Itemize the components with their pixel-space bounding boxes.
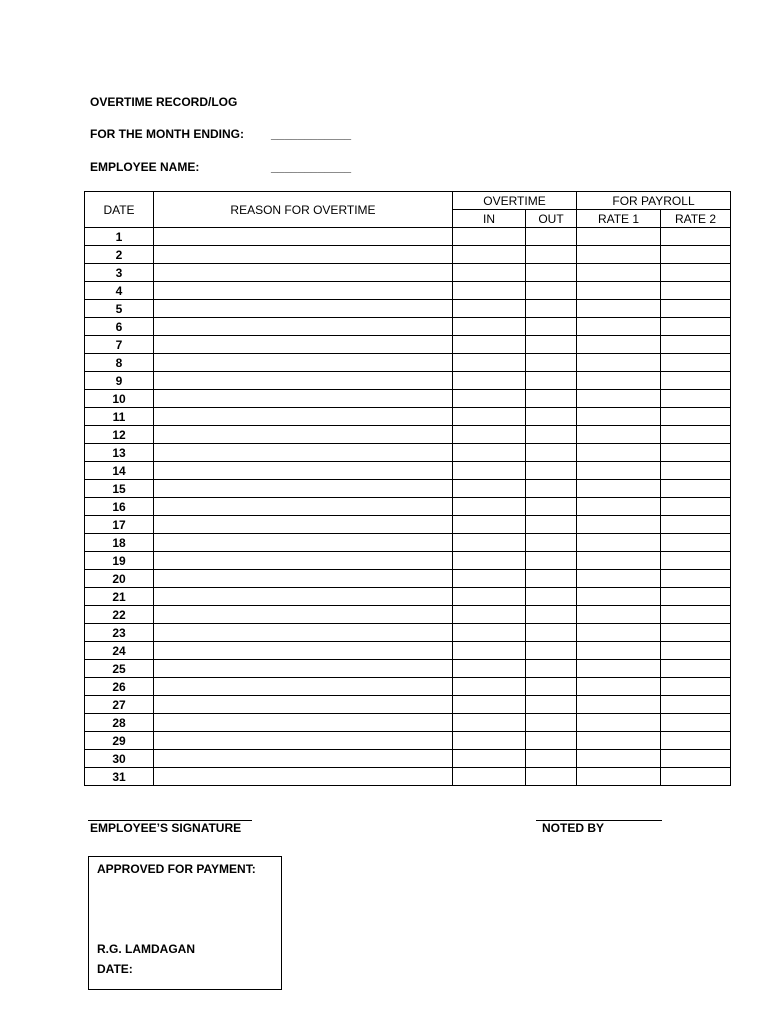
in-cell[interactable]: [453, 624, 526, 642]
table-row: [85, 588, 731, 606]
rate-2-cell[interactable]: [661, 246, 731, 264]
rate-2-cell[interactable]: [661, 732, 731, 750]
reason-cell[interactable]: [154, 588, 453, 606]
out-cell[interactable]: [526, 264, 577, 282]
table-row: [85, 372, 731, 390]
rate-2-cell[interactable]: [661, 534, 731, 552]
rate-1-cell[interactable]: [577, 390, 661, 408]
reason-cell[interactable]: [154, 534, 453, 552]
approver-name: R.G. LAMDAGAN: [97, 942, 195, 956]
out-cell[interactable]: [526, 498, 577, 516]
rate-2-cell[interactable]: [661, 750, 731, 768]
rate-2-cell[interactable]: [661, 354, 731, 372]
rate-2-cell[interactable]: [661, 426, 731, 444]
rate-2-cell[interactable]: [661, 714, 731, 732]
rate-1-cell[interactable]: [577, 318, 661, 336]
rate-2-cell[interactable]: [661, 480, 731, 498]
employee-signature-label: EMPLOYEE’S SIGNATURE: [90, 821, 242, 835]
in-cell[interactable]: [453, 606, 526, 624]
rate-1-cell[interactable]: [577, 660, 661, 678]
rate-1-cell[interactable]: [577, 570, 661, 588]
table-row: [85, 426, 731, 444]
in-cell[interactable]: [453, 390, 526, 408]
rate-1-cell[interactable]: [577, 642, 661, 660]
date-cell: 8: [85, 354, 154, 372]
in-cell[interactable]: [453, 498, 526, 516]
date-cell: 21: [85, 588, 154, 606]
in-cell[interactable]: [453, 696, 526, 714]
date-cell: 22: [85, 606, 154, 624]
in-cell[interactable]: [453, 552, 526, 570]
in-cell[interactable]: [453, 426, 526, 444]
rate-2-cell[interactable]: [661, 498, 731, 516]
date-cell: 28: [85, 714, 154, 732]
reason-cell[interactable]: [154, 336, 453, 354]
rate-1-cell[interactable]: [577, 300, 661, 318]
date-cell: 18: [85, 534, 154, 552]
reason-cell[interactable]: [154, 318, 453, 336]
form-title: OVERTIME RECORD/LOG: [90, 95, 238, 109]
approval-title: APPROVED FOR PAYMENT:: [97, 862, 256, 876]
date-cell: 16: [85, 498, 154, 516]
date-cell: 12: [85, 426, 154, 444]
table-row: [85, 336, 731, 354]
in-cell[interactable]: [453, 642, 526, 660]
rate-1-cell[interactable]: [577, 408, 661, 426]
date-cell: 20: [85, 570, 154, 588]
rate-1-cell[interactable]: [577, 606, 661, 624]
in-cell[interactable]: [453, 534, 526, 552]
table-row: [85, 408, 731, 426]
group-header-overtime: OVERTIME: [453, 192, 577, 210]
table-row: [85, 750, 731, 768]
out-cell[interactable]: [526, 318, 577, 336]
reason-cell[interactable]: [154, 696, 453, 714]
reason-cell[interactable]: [154, 354, 453, 372]
rate-2-cell[interactable]: [661, 768, 731, 786]
rate-2-cell[interactable]: [661, 390, 731, 408]
column-header-out: OUT: [526, 210, 577, 228]
rate-2-cell[interactable]: [661, 318, 731, 336]
month-ending-label: FOR THE MONTH ENDING:: [90, 127, 244, 141]
reason-cell[interactable]: [154, 606, 453, 624]
rate-2-cell[interactable]: [661, 696, 731, 714]
table-row: [85, 228, 731, 246]
rate-1-cell[interactable]: [577, 696, 661, 714]
table-row: [85, 678, 731, 696]
out-cell[interactable]: [526, 678, 577, 696]
employee-name-field[interactable]: ____________: [271, 160, 352, 174]
overtime-table: [84, 191, 731, 786]
out-cell[interactable]: [526, 372, 577, 390]
in-cell[interactable]: [453, 372, 526, 390]
date-cell: 13: [85, 444, 154, 462]
rate-1-cell[interactable]: [577, 552, 661, 570]
approval-date-label: DATE:: [97, 962, 133, 976]
rate-2-cell[interactable]: [661, 660, 731, 678]
rate-2-cell[interactable]: [661, 624, 731, 642]
in-cell[interactable]: [453, 282, 526, 300]
date-cell: 5: [85, 300, 154, 318]
out-cell[interactable]: [526, 696, 577, 714]
month-ending-field[interactable]: ____________: [271, 127, 352, 141]
table-row: [85, 570, 731, 588]
rate-1-cell[interactable]: [577, 426, 661, 444]
date-cell: 1: [85, 228, 154, 246]
out-cell[interactable]: [526, 732, 577, 750]
out-cell[interactable]: [526, 750, 577, 768]
in-cell[interactable]: [453, 750, 526, 768]
table-row: [85, 246, 731, 264]
in-cell[interactable]: [453, 246, 526, 264]
in-cell[interactable]: [453, 678, 526, 696]
reason-cell[interactable]: [154, 264, 453, 282]
in-cell[interactable]: [453, 516, 526, 534]
table-row: [85, 498, 731, 516]
in-cell[interactable]: [453, 264, 526, 282]
rate-1-cell[interactable]: [577, 516, 661, 534]
reason-cell[interactable]: [154, 714, 453, 732]
date-cell: 27: [85, 696, 154, 714]
in-cell[interactable]: [453, 318, 526, 336]
table-row: [85, 300, 731, 318]
rate-2-cell[interactable]: [661, 228, 731, 246]
rate-1-cell[interactable]: [577, 624, 661, 642]
date-cell: 4: [85, 282, 154, 300]
out-cell[interactable]: [526, 606, 577, 624]
rate-1-cell[interactable]: [577, 768, 661, 786]
out-cell[interactable]: [526, 552, 577, 570]
in-cell[interactable]: [453, 228, 526, 246]
column-header-rate-2: RATE 2: [661, 210, 731, 228]
out-cell[interactable]: [526, 354, 577, 372]
out-cell[interactable]: [526, 390, 577, 408]
in-cell[interactable]: [453, 300, 526, 318]
table-row: [85, 714, 731, 732]
in-cell[interactable]: [453, 732, 526, 750]
table-row: [85, 624, 731, 642]
in-cell[interactable]: [453, 354, 526, 372]
table-row: [85, 516, 731, 534]
rate-1-cell[interactable]: [577, 498, 661, 516]
in-cell[interactable]: [453, 480, 526, 498]
reason-cell[interactable]: [154, 444, 453, 462]
reason-cell[interactable]: [154, 750, 453, 768]
group-header-payroll: FOR PAYROLL: [577, 192, 731, 210]
date-cell: 17: [85, 516, 154, 534]
in-cell[interactable]: [453, 768, 526, 786]
rate-2-cell[interactable]: [661, 408, 731, 426]
rate-2-cell[interactable]: [661, 444, 731, 462]
table-body: [85, 228, 731, 786]
out-cell[interactable]: [526, 462, 577, 480]
date-cell: 2: [85, 246, 154, 264]
out-cell[interactable]: [526, 336, 577, 354]
rate-1-cell[interactable]: [577, 228, 661, 246]
reason-cell[interactable]: [154, 372, 453, 390]
out-cell[interactable]: [526, 534, 577, 552]
table-row: [85, 552, 731, 570]
date-cell: 25: [85, 660, 154, 678]
column-header-date: DATE: [85, 192, 154, 228]
in-cell[interactable]: [453, 714, 526, 732]
noted-by-label: NOTED BY: [542, 821, 605, 835]
date-cell: 9: [85, 372, 154, 390]
rate-2-cell[interactable]: [661, 462, 731, 480]
date-cell: 23: [85, 624, 154, 642]
table-row: [85, 444, 731, 462]
in-cell[interactable]: [453, 660, 526, 678]
approval-box: [88, 856, 282, 990]
out-cell[interactable]: [526, 246, 577, 264]
rate-2-cell[interactable]: [661, 570, 731, 588]
out-cell[interactable]: [526, 300, 577, 318]
reason-cell[interactable]: [154, 462, 453, 480]
reason-cell[interactable]: [154, 408, 453, 426]
reason-cell[interactable]: [154, 498, 453, 516]
table-row: [85, 642, 731, 660]
in-cell[interactable]: [453, 588, 526, 606]
out-cell[interactable]: [526, 282, 577, 300]
out-cell[interactable]: [526, 228, 577, 246]
date-cell: 11: [85, 408, 154, 426]
rate-1-cell[interactable]: [577, 354, 661, 372]
reason-cell[interactable]: [154, 480, 453, 498]
rate-1-cell[interactable]: [577, 732, 661, 750]
rate-2-cell[interactable]: [661, 552, 731, 570]
reason-cell[interactable]: [154, 300, 453, 318]
date-cell: 31: [85, 768, 154, 786]
rate-2-cell[interactable]: [661, 282, 731, 300]
in-cell[interactable]: [453, 444, 526, 462]
rate-1-cell[interactable]: [577, 336, 661, 354]
table-row: [85, 282, 731, 300]
reason-cell[interactable]: [154, 624, 453, 642]
out-cell[interactable]: [526, 444, 577, 462]
in-cell[interactable]: [453, 336, 526, 354]
rate-2-cell[interactable]: [661, 300, 731, 318]
column-header-in: IN: [453, 210, 526, 228]
out-cell[interactable]: [526, 480, 577, 498]
rate-2-cell[interactable]: [661, 516, 731, 534]
in-cell[interactable]: [453, 408, 526, 426]
rate-2-cell[interactable]: [661, 606, 731, 624]
rate-1-cell[interactable]: [577, 678, 661, 696]
rate-2-cell[interactable]: [661, 264, 731, 282]
rate-1-cell[interactable]: [577, 372, 661, 390]
reason-cell[interactable]: [154, 390, 453, 408]
rate-1-cell[interactable]: [577, 282, 661, 300]
rate-2-cell[interactable]: [661, 642, 731, 660]
rate-1-cell[interactable]: [577, 462, 661, 480]
table-row: [85, 606, 731, 624]
table-row: [85, 534, 731, 552]
date-cell: 7: [85, 336, 154, 354]
table-row: [85, 264, 731, 282]
out-cell[interactable]: [526, 516, 577, 534]
rate-2-cell[interactable]: [661, 336, 731, 354]
table-row: [85, 318, 731, 336]
in-cell[interactable]: [453, 462, 526, 480]
rate-1-cell[interactable]: [577, 444, 661, 462]
out-cell[interactable]: [526, 714, 577, 732]
rate-1-cell[interactable]: [577, 264, 661, 282]
table-row: [85, 732, 731, 750]
out-cell[interactable]: [526, 624, 577, 642]
reason-cell[interactable]: [154, 660, 453, 678]
reason-cell[interactable]: [154, 732, 453, 750]
table-row: [85, 354, 731, 372]
table-row: [85, 390, 731, 408]
reason-cell[interactable]: [154, 678, 453, 696]
reason-cell[interactable]: [154, 228, 453, 246]
rate-1-cell[interactable]: [577, 714, 661, 732]
date-cell: 30: [85, 750, 154, 768]
out-cell[interactable]: [526, 408, 577, 426]
rate-2-cell[interactable]: [661, 372, 731, 390]
reason-cell[interactable]: [154, 768, 453, 786]
reason-cell[interactable]: [154, 516, 453, 534]
out-cell[interactable]: [526, 642, 577, 660]
date-cell: 19: [85, 552, 154, 570]
in-cell[interactable]: [453, 570, 526, 588]
table-row: [85, 768, 731, 786]
date-cell: 14: [85, 462, 154, 480]
date-cell: 15: [85, 480, 154, 498]
date-cell: 6: [85, 318, 154, 336]
table-row: [85, 660, 731, 678]
out-cell[interactable]: [526, 570, 577, 588]
rate-1-cell[interactable]: [577, 534, 661, 552]
reason-cell[interactable]: [154, 246, 453, 264]
table-row: [85, 462, 731, 480]
rate-2-cell[interactable]: [661, 678, 731, 696]
employee-name-label: EMPLOYEE NAME:: [90, 160, 200, 174]
out-cell[interactable]: [526, 426, 577, 444]
reason-cell[interactable]: [154, 642, 453, 660]
rate-2-cell[interactable]: [661, 588, 731, 606]
out-cell[interactable]: [526, 768, 577, 786]
out-cell[interactable]: [526, 660, 577, 678]
rate-1-cell[interactable]: [577, 750, 661, 768]
date-cell: 29: [85, 732, 154, 750]
rate-1-cell[interactable]: [577, 480, 661, 498]
reason-cell[interactable]: [154, 552, 453, 570]
out-cell[interactable]: [526, 588, 577, 606]
date-cell: 3: [85, 264, 154, 282]
date-cell: 24: [85, 642, 154, 660]
table-row: [85, 480, 731, 498]
rate-1-cell[interactable]: [577, 246, 661, 264]
reason-cell[interactable]: [154, 570, 453, 588]
date-cell: 10: [85, 390, 154, 408]
date-cell: 26: [85, 678, 154, 696]
table-row: [85, 696, 731, 714]
column-header-rate-1: RATE 1: [577, 210, 661, 228]
rate-1-cell[interactable]: [577, 588, 661, 606]
reason-cell[interactable]: [154, 282, 453, 300]
reason-cell[interactable]: [154, 426, 453, 444]
column-header-reason: REASON FOR OVERTIME: [154, 192, 453, 228]
